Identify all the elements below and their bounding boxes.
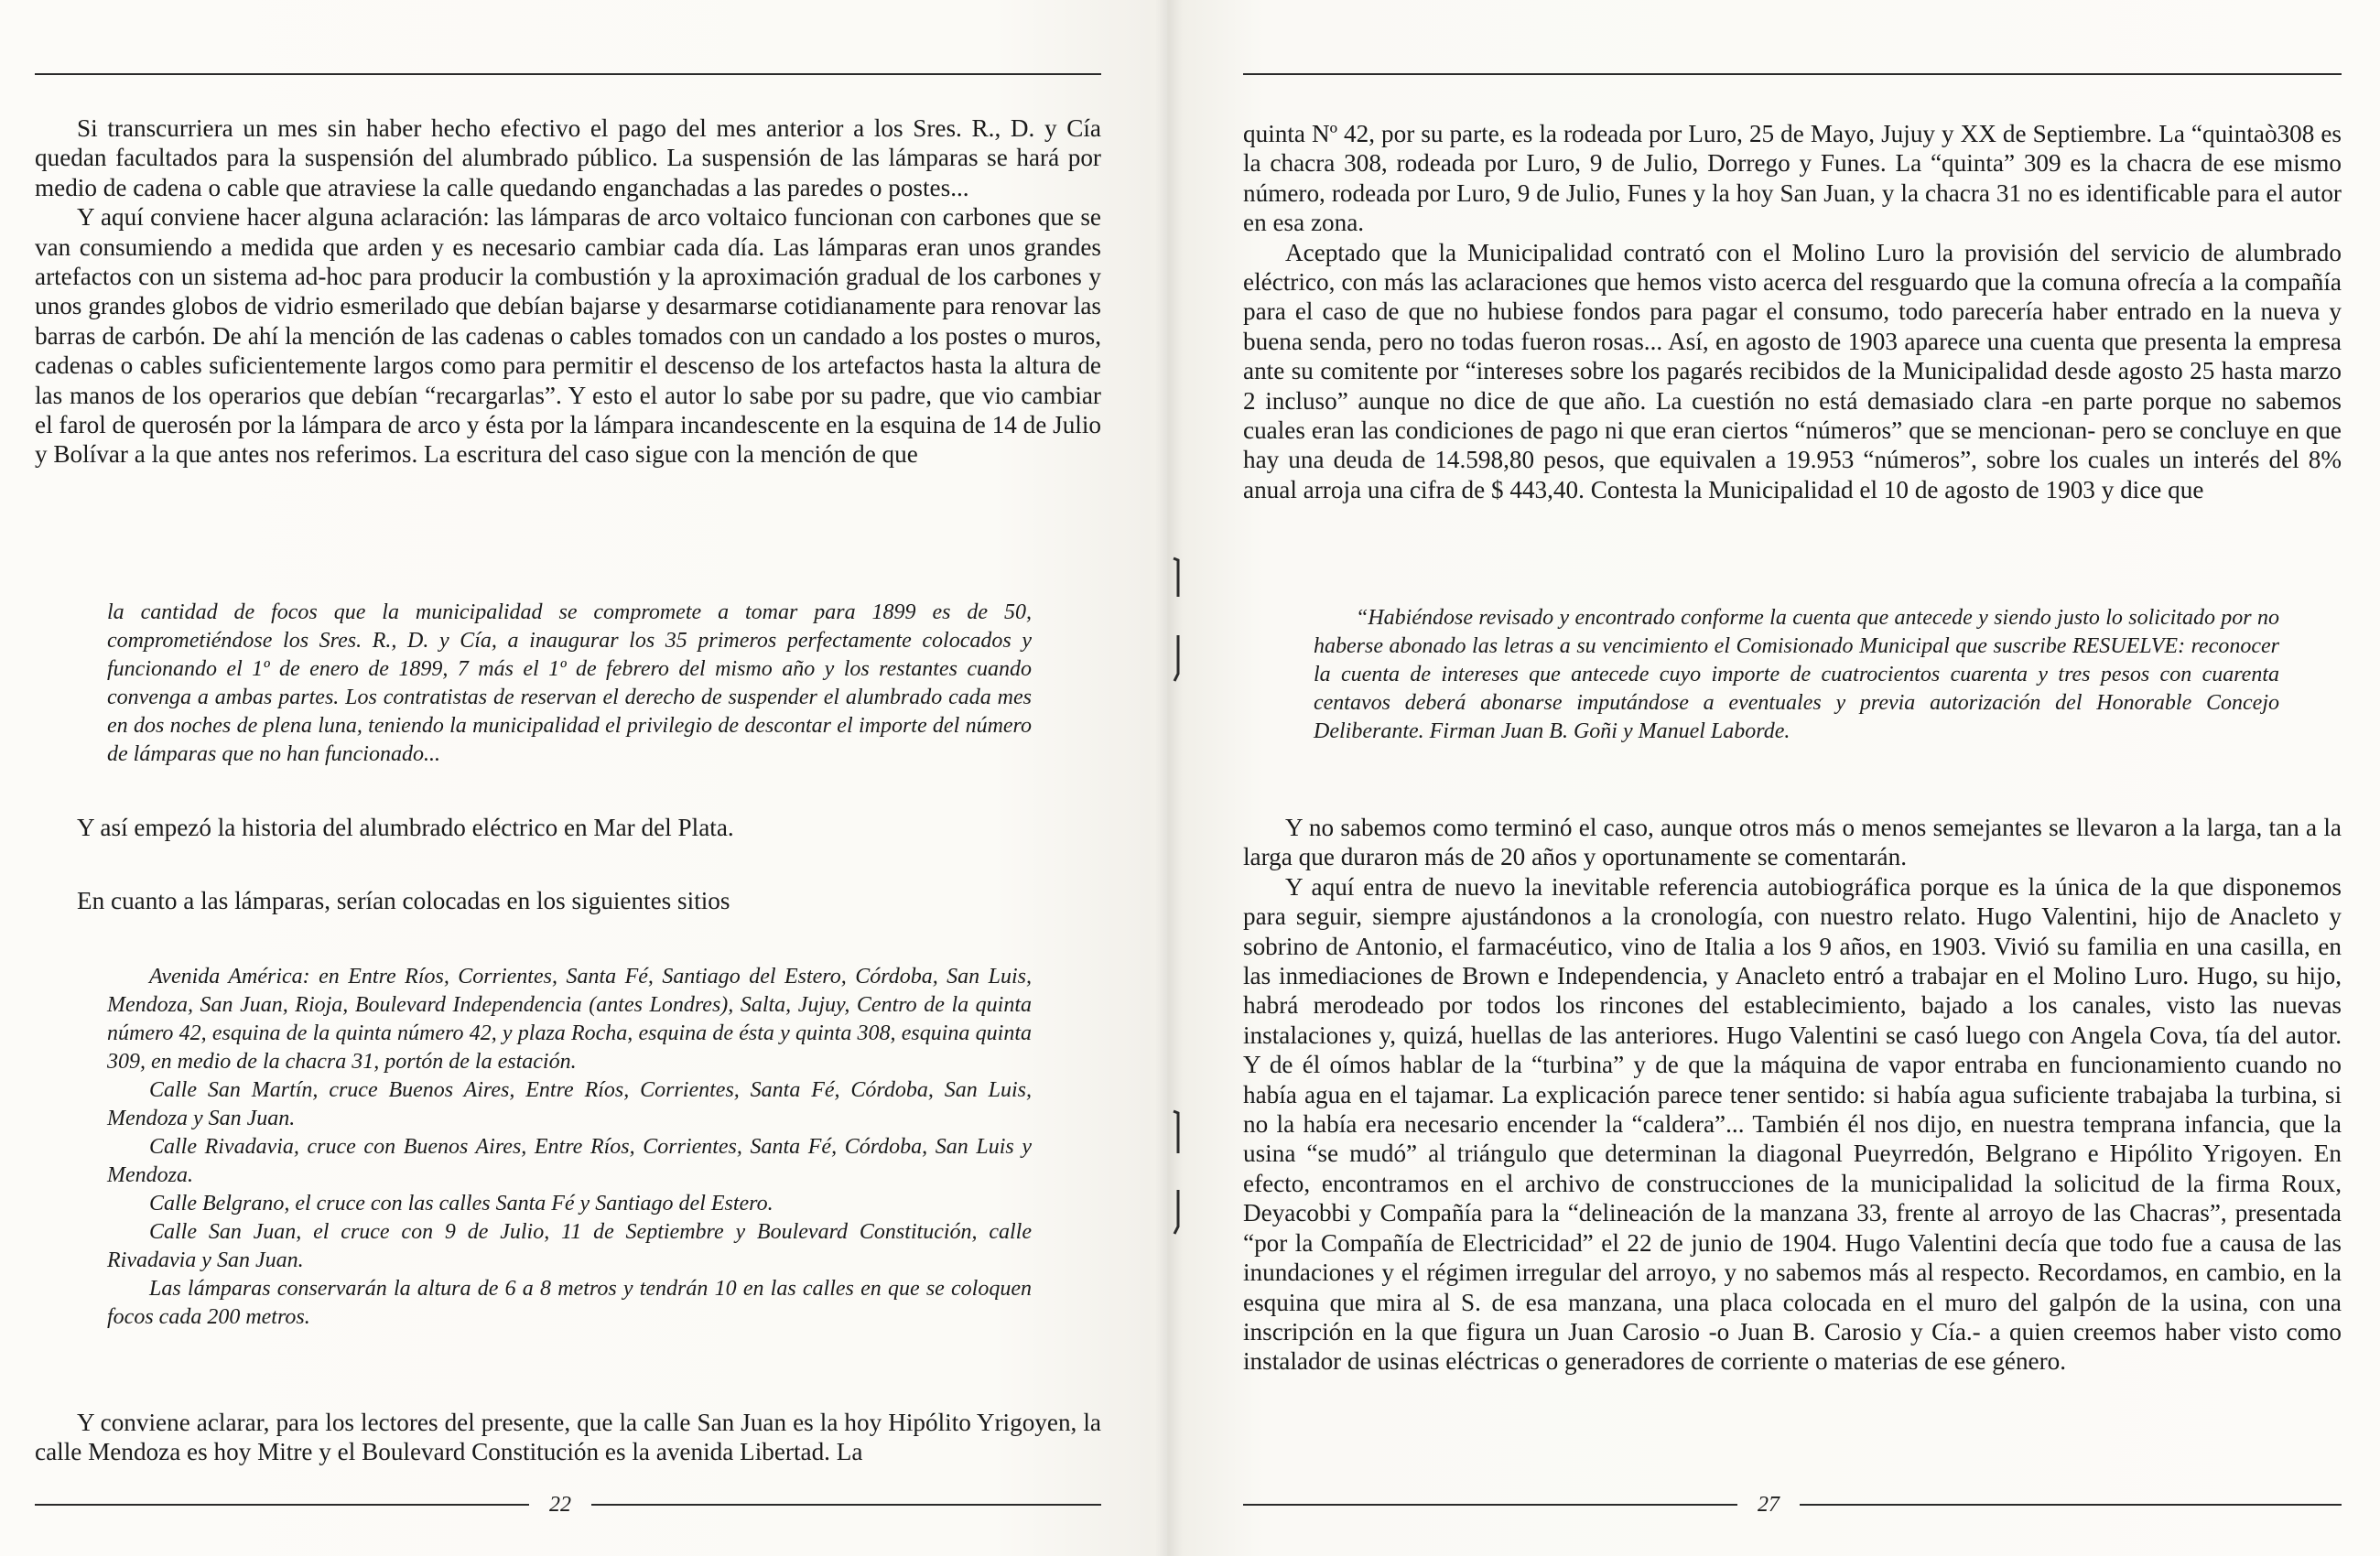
quote-paragraph: Avenida América: en Entre Ríos, Corrientes, Santa Fé, Santiago del Estero, Córdoba, San Luis, Mendoza, San Juan, Rioja, Boulevard Independencia (antes Londres), Salta, Jujuy, Centro de la quinta número 42, esquina de la quinta número 42, y plaza Rocha, esquina de ésta y quinta 308, esquina quinta 309, en medio de la chacra 31, portón de la estación. [107,965,1032,1074]
right-footer [1243,1486,2342,1523]
footer-rule [591,1504,1101,1506]
contract-quote [107,599,1032,769]
locations-intro: En cuanto a las lámparas, serían colocadas en los siguientes sitios [77,887,730,914]
top-rule [1243,73,2342,75]
paragraph: Y conviene aclarar, para los lectores del presente, que la calle San Juan es la hoy Hipólito Yrigoyen, la calle Mendoza es hoy Mitre y el Boulevard Constitución es la avenida Libertad. La [35,1409,1101,1466]
left-footer [35,1486,1101,1523]
paragraph: Y aquí conviene hacer alguna aclaración: las lámparas de arco voltaico funcionan con carbones que se van consumiendo a medida que arden y es necesario cambiar cada día. Las lámparas eran unos grandes artefactos con un sistema ad-hoc para producir la combustión y la aproximación gradual de los carbones y unos grandes globos de vidrio esmerilado que debían bajarse y desarmarse cotidianamente para renovar las barras de carbón. De ahí la mención de las cadenas o cables tomados con un candado a los postes o muros, cadenas o cables suficientemente largos como para permitir el descenso de los artefactos hasta la altura de las manos de los operarios que debían “recargarlas”. Y esto el autor lo sabe por su padre, que vio cambiar el farol de querosén por la lámpara de arco y ésta por la lámpara incandescente en la esquina de 14 de Julio y Bolívar a la que antes nos referimos. La escritura del caso sigue con la mención de que [35,203,1101,469]
left-bottom-text [35,1408,1101,1467]
footer-rule [1243,1504,1737,1506]
gutter-shadow [1155,0,1183,1556]
footer-rule [35,1504,529,1506]
quote-paragraph: Calle Rivadavia, cruce con Buenos Aires, Entre Ríos, Corrientes, Santa Fé, Córdoba, San Luis y Mendoza. [107,1135,1032,1187]
paragraph: quinta Nº 42, por su parte, es la rodeada por Luro, 25 de Mayo, Jujuy y XX de Septiembre. La “quintaò308 es la chacra 308, rodeada por Luro, 9 de Julio, Dorrego y Funes. La “quinta” 309 es la chacra de ese mismo número, rodeada por Luro, 9 de Julio, Funes y la hoy San Juan, y la chacra 31 no es identificable para el autor en esa zona. [1243,120,2342,237]
right-top-text [1243,119,2342,504]
right-bottom-text [1243,813,2342,1377]
history-sentence: Y así empezó la historia del alumbrado eléctrico en Mar del Plata. [77,814,734,841]
paragraph: Y aquí entra de nuevo la inevitable referencia autobiográfica porque es la única de la que disponemos para seguir, siempre ajustándonos a la cronología, con nuestro relato. Hugo Valentini, hijo de Anacleto y sobrino de Antonio, el farmacéutico, vino de Italia a los 9 años, en 1903. Vivió su familia en una casilla, en las inmediaciones de Brown e Independencia, y Anacleto entró a trabajar en el Molino Luro. Hugo, su hijo, habrá merodeado por todos los rincones del establecimiento, bajado a los canales, visto las nuevas instalaciones y, quizá, huellas de las anteriores. Hugo Valentini se casó luego con Angela Cova, tía del autor. Y de él oímos hablar de la “turbina” y de que la máquina de vapor entraba en funcionamiento cuando no había agua en el tajamar. La explicación parece tener sentido: si había agua suficiente trabajaba la turbina, si no la había era necesario encender la “caldera”... También él nos dijo, en nuestra temprana infancia, que la usina “se mudó” al triángulo que determinan la diagonal Pueyrredón, Belgrano e Hipólito Yrigoyen. En efecto, encontramos en el archivo de construcciones de la municipalidad la solicitud de la firma Roux, Deyacobbi y Compañía para la “delineación de la manzana 33, frente al arroyo de las Chacras”, presentada “por la Compañía de Electricidad” el 22 de junio de 1904. Hugo Valentini decía que todo fue a causa de las inundaciones y el régimen irregular del arroyo, y no sabemos más al respecto. Recordamos, en cambio, en la esquina que mira al S. de esa manzana, una placa colocada en el muro del galpón de la usina, con una inscripción en la que figura un Juan Carosio -o Juan B. Carosio y Cía.- a quien creemos haber visto como instalador de usinas eléctricas o generadores de corriente o materias de ese género. [1243,872,2342,1376]
locations-quote [107,963,1032,1332]
left-top-text [35,113,1101,470]
top-rule [35,73,1101,75]
right-page [1167,0,2380,1556]
quote-paragraph: Calle San Juan, el cruce con 9 de Julio, 11 de Septiembre y Boulevard Constitución, calle Rivadavia y San Juan. [107,1220,1032,1272]
staple-icon [1171,556,1180,685]
page-number: 27 [1758,1492,1780,1517]
paragraph: Si transcurriera un mes sin haber hecho efectivo el pago del mes anterior a los Sres. R., D. y Cía quedan facultados para la suspensión del alumbrado público. La suspensión de las lámparas se hará por medio de cadena o cable que atraviese la calle quedando enganchadas a las paredes o postes... [35,114,1101,201]
staple-icon [1171,1109,1180,1237]
quote-paragraph: Calle Belgrano, el cruce con las calles Santa Fé y Santiago del Estero. [149,1192,774,1216]
paragraph: Y no sabemos como terminó el caso, aunque otros más o menos semejantes se llevaron a la larga, tan a la larga que duraron más de 20 años y oportunamente se comentarán. [1243,814,2342,871]
quote-text: “Habiéndose revisado y encontrado conforme la cuenta que antecede y siendo justo lo solicitado por no haberse abonado las letras a su vencimiento el Comisionado Municipal que suscribe RESUELVE: reconocer la cuenta de intereses que antecede cuyo importe de cuatrocientos cuarenta y tres pesos con cuarenta centavos deberá abonarse imputándose a eventuales y previa autorización del Honorable Concejo Deliberante. Firman Juan B. Goñi y Manuel Laborde. [1314,606,2279,743]
resolution-quote [1314,604,2279,746]
quote-paragraph: Calle San Martín, cruce Buenos Aires, Entre Ríos, Corrientes, Santa Fé, Córdoba, San Luis, Mendoza y San Juan. [107,1078,1032,1130]
paragraph: Aceptado que la Municipalidad contrató con el Molino Luro la provisión del servicio de alumbrado eléctrico, con más las aclaraciones que hemos visto acerca del resguardo que la comuna ofrecía a la compañía para el caso de que no hubiese fondos para pagar el consumo, todo parecería haber entrado en la nueva y buena senda, pero no todas fueron rosas... Así, en agosto de 1903 aparece una cuenta que presenta la empresa ante su comitente por “intereses sobre los pagarés recibidos de la Municipalidad desde agosto 25 hasta marzo 2 incluso” aunque no dice de que año. La cuestión no está demasiado clara -en parte porque no sabemos cuales eran las condiciones de pago ni que eran ciertos “números” que se mencionan- pero se concluye en que hay una deuda de 14.598,80 pesos, que equivalen a 19.953 “números”, sobre los cuales un interés del 8% anual arroja una cifra de $ 443,40. Contesta la Municipalidad el 10 de agosto de 1903 y dice que [1243,238,2342,503]
left-page [0,0,1167,1556]
quote-paragraph: Las lámparas conservarán la altura de 6 a 8 metros y tendrán 10 en las calles en que se coloquen focos cada 200 metros. [107,1277,1032,1329]
page-number: 22 [549,1492,571,1517]
footer-rule [1800,1504,2342,1506]
quote-text: la cantidad de focos que la municipalidad se compromete a tomar para 1899 es de 50, comprometiéndose los Sres. R., D. y Cía, a inaugurar los 35 primeros perfectamente colocados y funcionando el 1º de enero de 1899, 7 más el 1º de febrero del mismo año y los restantes cuando convenga a ambas partes. Los contratistas de reservan el derecho de suspender el alumbrado cada mes en dos noches de plena luna, teniendo la municipalidad el privilegio de descontar el importe del número de lámparas que no han funcionado... [107,600,1032,766]
